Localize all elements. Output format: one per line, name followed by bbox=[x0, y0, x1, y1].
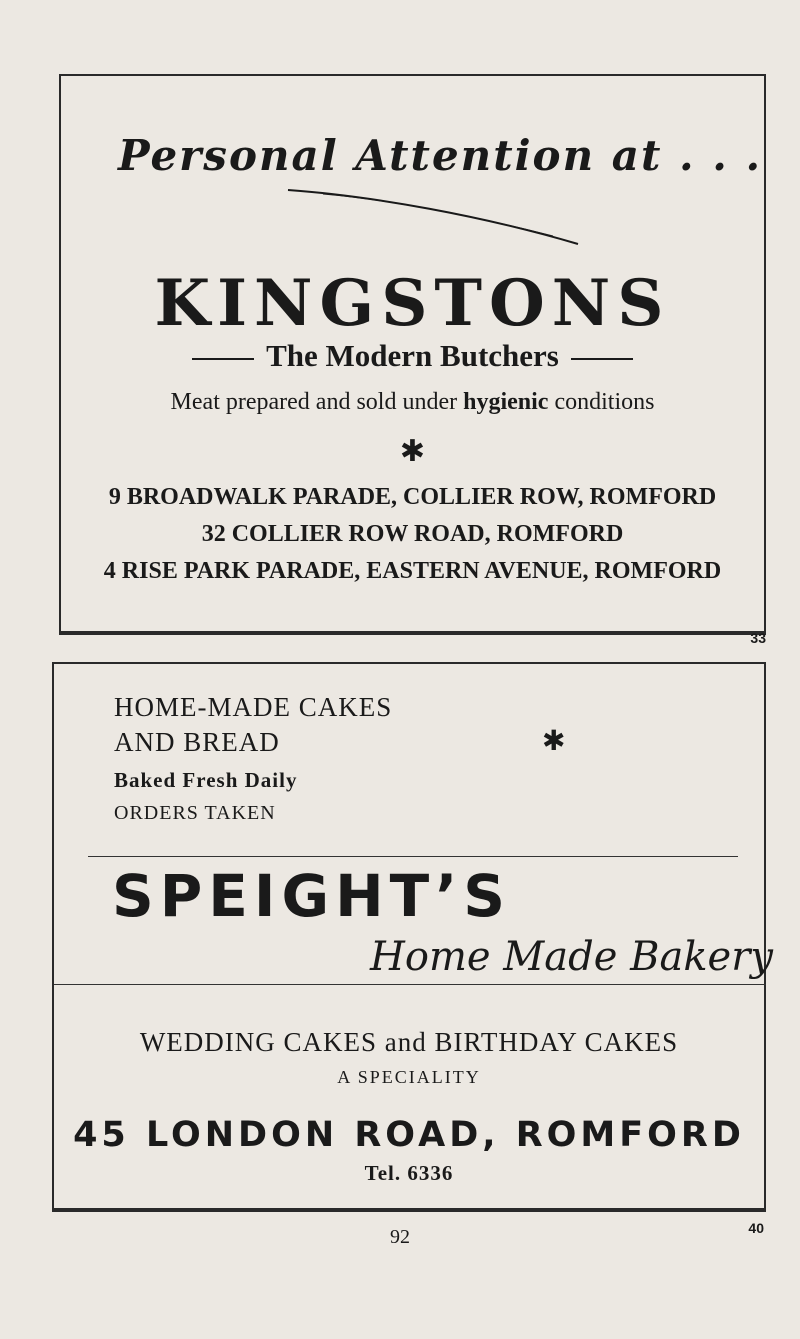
speights-advert bbox=[52, 662, 773, 1212]
divider bbox=[88, 856, 738, 857]
tagline-rule-left bbox=[192, 358, 254, 360]
star-icon: ✱ bbox=[542, 726, 566, 757]
advert-headline: Personal Attention at . . . bbox=[118, 131, 763, 180]
kingstons-advert bbox=[59, 74, 766, 635]
description-post: conditions bbox=[548, 389, 655, 415]
tagline-text: The Modern Butchers bbox=[266, 338, 559, 373]
page-number: 92 bbox=[390, 1226, 410, 1248]
wedding-cakes-line: WEDDING CAKES and BIRTHDAY CAKES bbox=[139, 1027, 679, 1057]
address-line: 4 RISE PARK PARADE, EASTERN AVENUE, ROMFORD bbox=[103, 558, 722, 584]
orders-line: ORDERS TAKEN bbox=[114, 802, 276, 824]
speciality-line: A SPECIALITY bbox=[337, 1067, 481, 1087]
divider bbox=[54, 984, 766, 985]
description-pre: Meat prepared and sold under bbox=[170, 389, 464, 415]
corner-number: 40 bbox=[748, 1220, 764, 1236]
bread-line: AND BREAD bbox=[114, 727, 280, 757]
hygiene-description bbox=[61, 389, 764, 416]
star-icon: ✱ bbox=[399, 435, 426, 468]
corner-number: 33 bbox=[750, 630, 766, 646]
telephone: Tel. 6336 bbox=[364, 1161, 454, 1185]
homemade-line: HOME-MADE CAKES bbox=[114, 692, 393, 722]
description-bold: hygienic bbox=[463, 389, 549, 415]
address-line: 32 COLLIER ROW ROAD, ROMFORD bbox=[201, 521, 624, 547]
speights-brand: SPEIGHT’S bbox=[112, 862, 511, 930]
swoosh-ornament bbox=[283, 186, 583, 246]
street-address: 45 LONDON ROAD, ROMFORD bbox=[73, 1115, 745, 1155]
bakery-script: Home Made Bakery bbox=[370, 934, 773, 980]
address-line: 9 BROADWALK PARADE, COLLIER ROW, ROMFORD bbox=[108, 484, 717, 510]
tagline-rule-right bbox=[571, 358, 633, 360]
baked-fresh-line: Baked Fresh Daily bbox=[114, 768, 298, 792]
butchers-tagline bbox=[61, 338, 764, 374]
kingstons-brand: KINGSTONS bbox=[154, 266, 671, 341]
